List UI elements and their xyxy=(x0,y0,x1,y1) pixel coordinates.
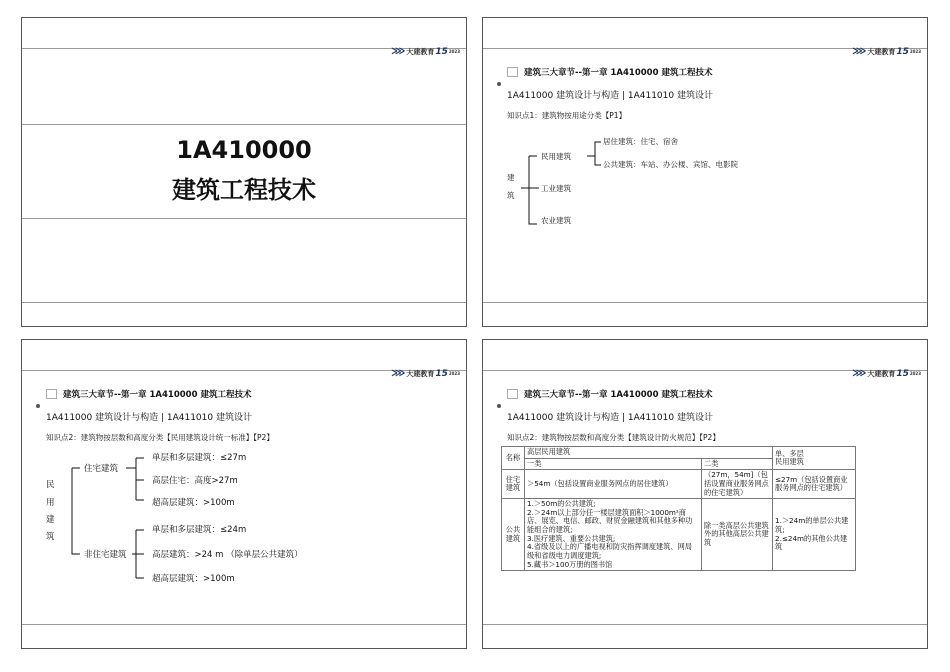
logo-brand: 大建教育 xyxy=(406,47,435,56)
table-cell: ≤27m（包括设置商业服务网点的住宅建筑） xyxy=(773,470,856,499)
list-item: 1.＞50m的公共建筑; xyxy=(527,499,596,509)
chapter-header-text: 建筑三大章节--第一章 1A410000 建筑工程技术 xyxy=(63,390,252,400)
header-dot-icon xyxy=(497,404,501,408)
logo-icon: ⋙ xyxy=(852,368,867,379)
list-item: 3.医疗建筑、重要公共建筑; xyxy=(527,533,616,543)
fire-code-table xyxy=(501,446,856,571)
root-char: 建 xyxy=(46,515,55,525)
logo-year: 2023 xyxy=(448,371,460,376)
low-header-line1: 单、多层 xyxy=(775,448,804,458)
knowledge-point: 知识点2：建筑物按层数和高度分类【民用建筑设计统一标准】【P2】 xyxy=(46,433,274,442)
root-char: 用 xyxy=(46,498,55,508)
section-subtitle: 1A411000 建筑设计与构造 | 1A411010 建筑设计 xyxy=(507,413,713,423)
classification-tree-lines xyxy=(483,18,928,327)
section-subtitle: 1A411000 建筑设计与构造 | 1A411010 建筑设计 xyxy=(46,413,252,423)
tree-residential: 居住建筑：住宅、宿舍 xyxy=(603,137,678,146)
tree-agricultural: 农业建筑 xyxy=(541,216,571,225)
table-row xyxy=(502,470,856,499)
logo-year: 2023 xyxy=(909,371,921,376)
slide-4[interactable] xyxy=(482,339,928,649)
tree-public: 公共建筑：车站、办公楼、宾馆、电影院 xyxy=(603,160,738,169)
logo-number: 15 xyxy=(435,46,448,57)
tree-residential: 住宅建筑 xyxy=(84,464,119,474)
tree-industrial: 工业建筑 xyxy=(541,184,571,193)
tree-civil: 民用建筑 xyxy=(541,152,571,161)
logo-number: 15 xyxy=(896,46,909,57)
slide-title-code: 1A410000 xyxy=(176,136,312,164)
chapter-header-text: 建筑三大章节--第一章 1A410000 建筑工程技术 xyxy=(524,390,713,400)
tree-non-item: 高层建筑：>24 m （除单层公共建筑） xyxy=(152,550,303,560)
slide-title-name: 建筑工程技术 xyxy=(172,176,316,204)
knowledge-point: 知识点1：建筑物按用途分类【P1】 xyxy=(507,111,627,120)
table-row xyxy=(502,499,856,571)
tree-non-item: 单层和多层建筑：≤24m xyxy=(152,525,247,535)
slide-2[interactable] xyxy=(482,17,928,327)
list-item: 2.≤24m的其他公共建筑 xyxy=(775,533,848,552)
table-header-low-rise xyxy=(773,447,856,470)
knowledge-point: 知识点2：建筑物按层数和高度分类【建筑设计防火规范】【P2】 xyxy=(507,433,720,442)
chapter-header xyxy=(507,388,712,400)
root-char: 筑 xyxy=(507,191,515,200)
table-header-class2: 二类 xyxy=(702,458,773,470)
table-header-high-rise: 高层民用建筑 xyxy=(525,447,773,459)
height-tree-lines xyxy=(22,340,467,649)
table-header-name: 名称 xyxy=(502,447,525,470)
logo-brand: 大建教育 xyxy=(867,47,896,56)
brand-logo xyxy=(391,46,460,57)
root-char: 建 xyxy=(507,173,515,182)
table-cell-public-class1 xyxy=(525,499,702,571)
logo-icon: ⋙ xyxy=(852,46,867,57)
logo-brand: 大建教育 xyxy=(406,369,435,378)
table-header-class1: 一类 xyxy=(525,458,702,470)
logo-year: 2023 xyxy=(448,49,460,54)
logo-year: 2023 xyxy=(909,49,921,54)
low-header-line2: 民用建筑 xyxy=(775,457,804,467)
tree-non-residential: 非住宅建筑 xyxy=(84,550,127,560)
section-subtitle: 1A411000 建筑设计与构造 | 1A411010 建筑设计 xyxy=(507,91,713,101)
table-row xyxy=(502,447,856,459)
brand-logo xyxy=(852,368,921,379)
table-cell: （27m，54m]（包括设置商业服务网点的住宅建筑） xyxy=(702,470,773,499)
logo-number: 15 xyxy=(435,368,448,379)
list-item: 2.＞24m以上部分任一楼层建筑面积＞1000m²商店、展览、电信、邮政、财贸金融建筑和其他多种功能组合的建筑; xyxy=(527,507,693,535)
bullet-square-icon xyxy=(507,389,518,399)
table-cell-public-low xyxy=(773,499,856,571)
table-cell: 除一类高层公共建筑外的其他高层公共建筑 xyxy=(702,499,773,571)
tree-res-item: 超高层建筑：>100m xyxy=(152,498,235,508)
table-row-label: 住宅建筑 xyxy=(502,470,525,499)
list-item: 5.藏书＞100万册的图书馆 xyxy=(527,559,613,569)
table-row-label: 公共建筑 xyxy=(502,499,525,571)
logo-icon: ⋙ xyxy=(391,368,406,379)
tree-res-item: 高层住宅：高度>27m xyxy=(152,476,238,486)
root-char: 民 xyxy=(46,480,55,490)
list-item: 1.＞24m的单层公共建筑; xyxy=(775,516,849,535)
slide-3[interactable] xyxy=(21,339,467,649)
tree-res-item: 单层和多层建筑：≤27m xyxy=(152,453,247,463)
logo-brand: 大建教育 xyxy=(867,369,896,378)
tree-non-item: 超高层建筑：>100m xyxy=(152,574,235,584)
root-char: 筑 xyxy=(46,532,55,542)
logo-icon: ⋙ xyxy=(391,46,406,57)
logo-number: 15 xyxy=(896,368,909,379)
list-item: 4.省级及以上的广播电视和防灾指挥调度建筑、网局级和省级电力调度建筑; xyxy=(527,542,692,561)
chapter-header-text: 建筑三大章节--第一章 1A410000 建筑工程技术 xyxy=(524,68,713,78)
table-cell: ＞54m（包括设置商业服务网点的居住建筑） xyxy=(525,470,702,499)
slide-1[interactable] xyxy=(21,17,467,327)
